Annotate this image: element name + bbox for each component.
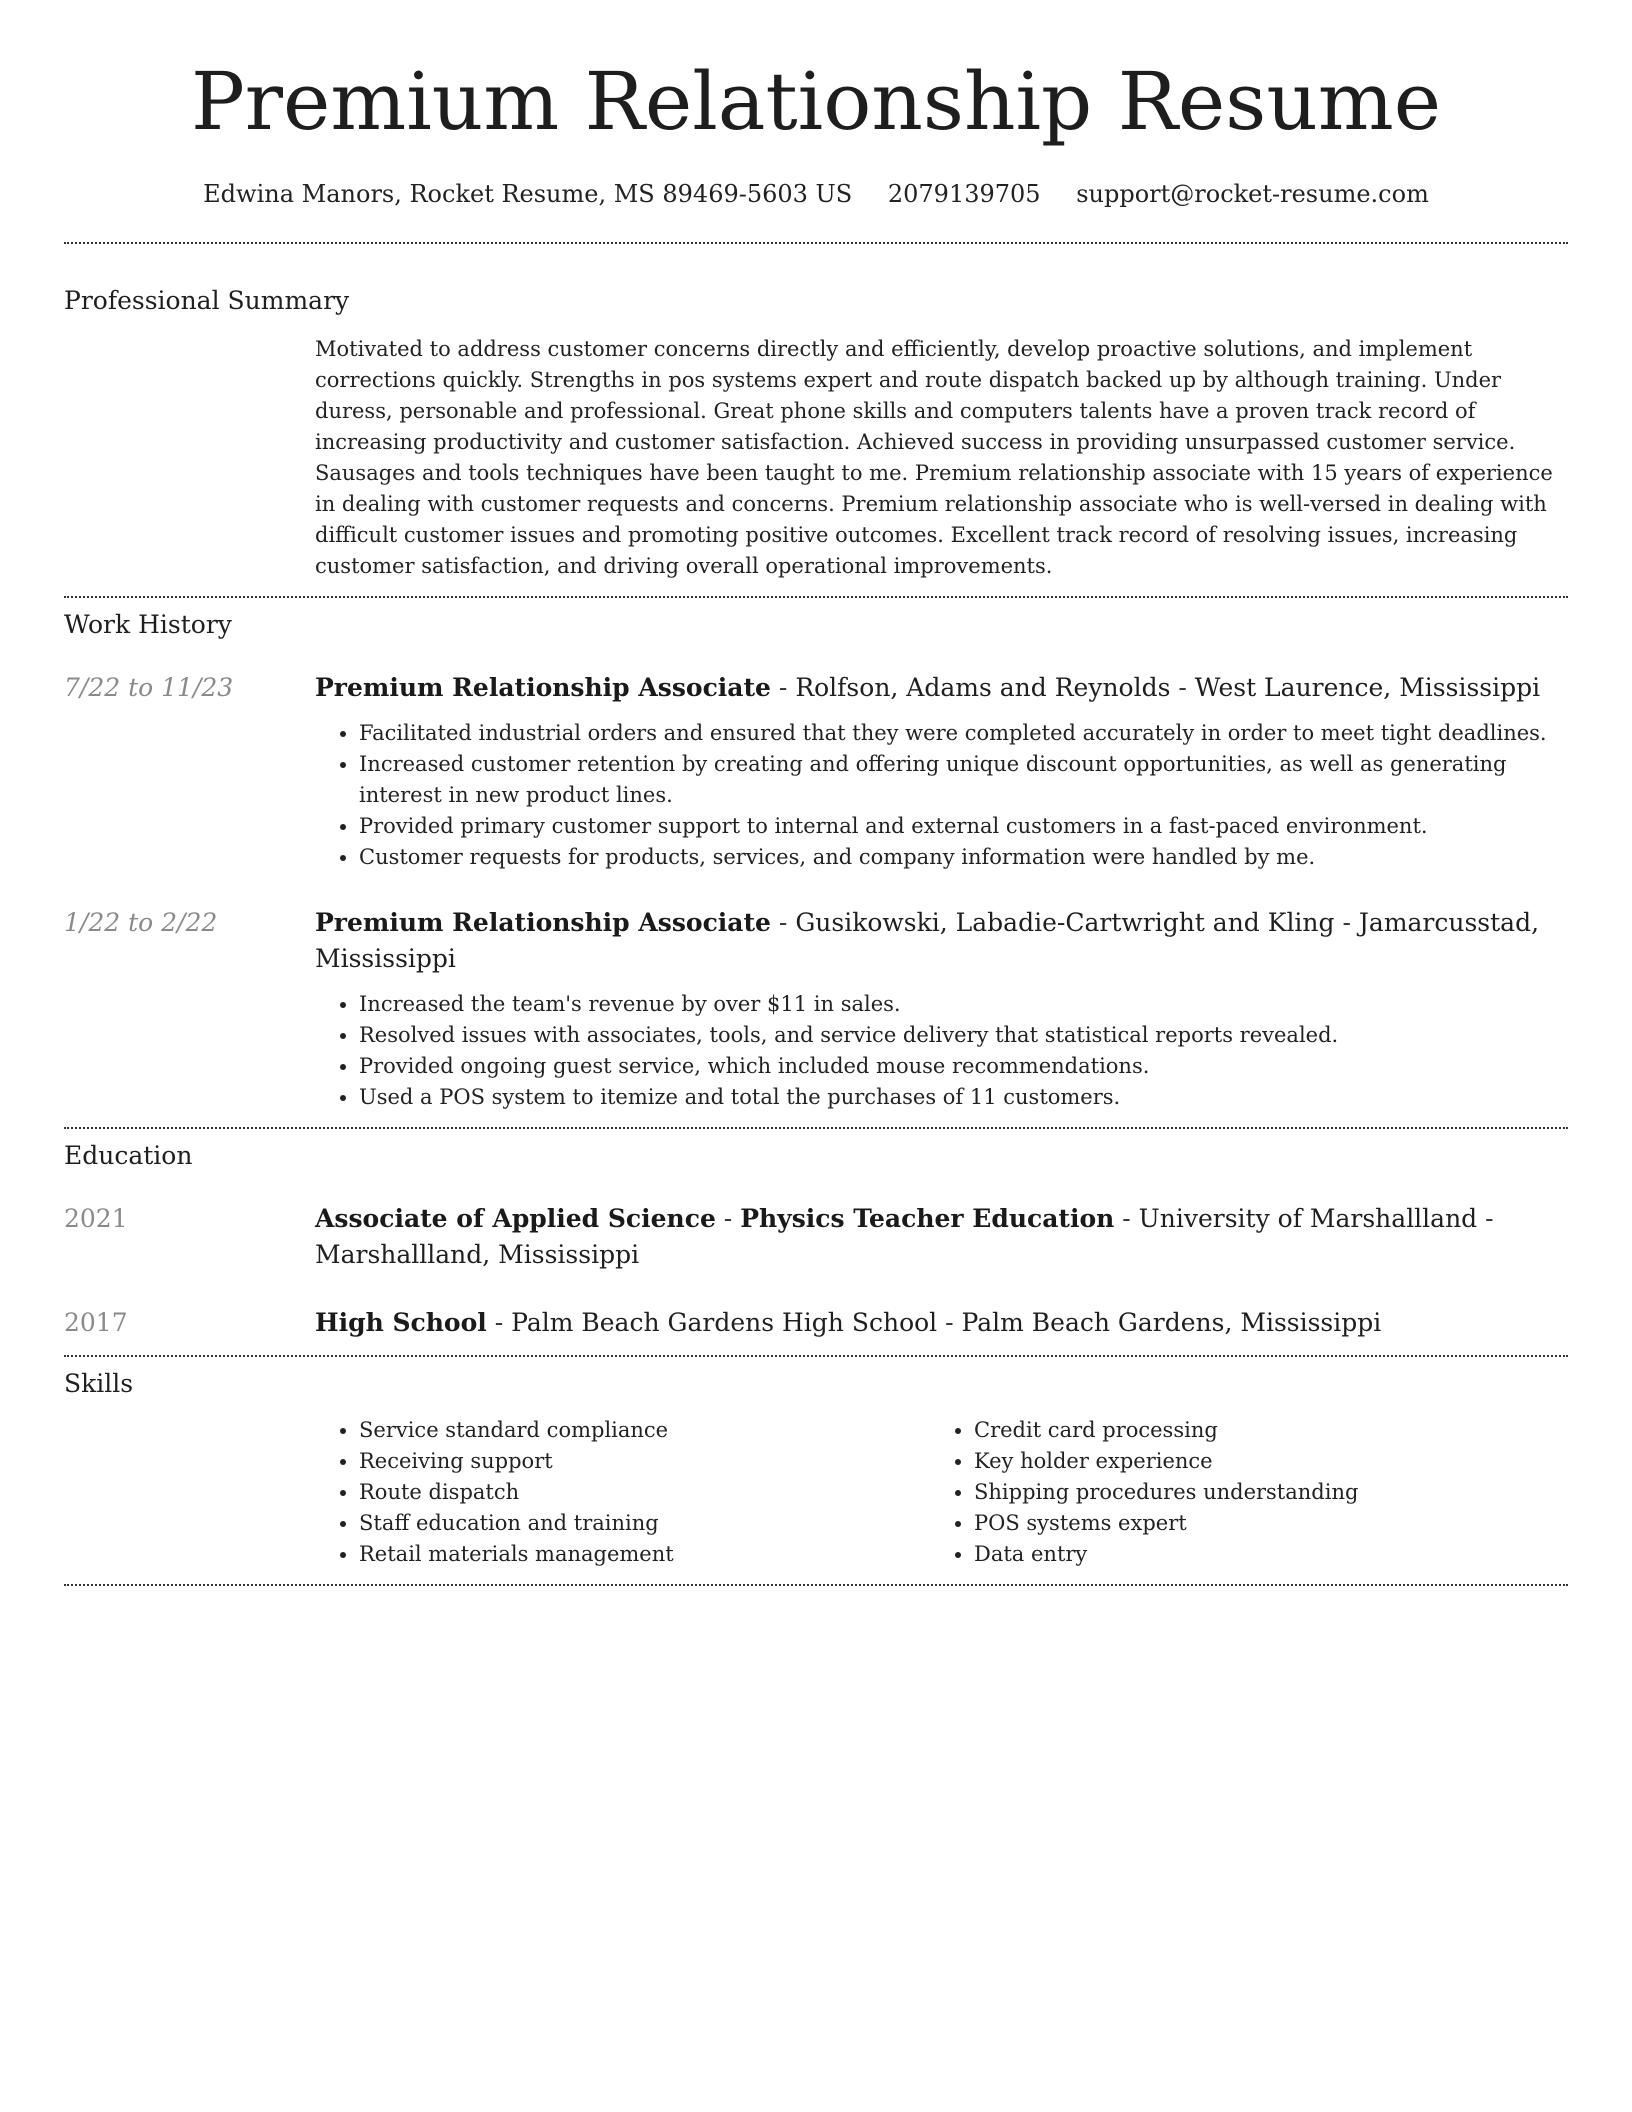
job-location: West Laurence, Mississippi (1194, 673, 1541, 702)
separator: - (770, 908, 796, 937)
education-heading: Education (64, 1141, 193, 1170)
resume-title: Premium Relationship Resume (190, 55, 1442, 148)
job-bullet: • Provided ongoing guest service, which included mouse recommendations. (359, 1051, 1568, 1082)
separator: - (937, 1308, 962, 1337)
education-heading-line (315, 1201, 1568, 1273)
job-bullet: • Provided primary customer support to internal and external customers in a fast-paced environment. (359, 811, 1568, 842)
skills-list (930, 1415, 1545, 1570)
job-bullet: • Increased customer retention by creating and offering unique discount opportunities, as well as generating interest in new product lines. (359, 749, 1568, 811)
job-role: Premium Relationship Associate (315, 673, 771, 702)
education-body (315, 1305, 1568, 1341)
education-heading-line (315, 1305, 1568, 1341)
job-company: Gusikowski, Labadie-Cartwright and Kling (795, 908, 1335, 937)
skills-column-left (315, 1415, 930, 1570)
skills-column-right (930, 1415, 1545, 1570)
work-history-section (64, 598, 1568, 1127)
job-bullet: • Resolved issues with associates, tools, and service delivery that statistical reports revealed. (359, 1020, 1568, 1051)
separator: - (715, 1204, 741, 1233)
job-entry (64, 670, 1568, 873)
job-bullet: • Customer requests for products, services, and company information were handled by me. (359, 842, 1568, 873)
job-bullet: • Used a POS system to itemize and total the purchases of 11 customers. (359, 1082, 1568, 1113)
job-dates: 1/22 to 2/22 (64, 908, 218, 937)
contact-phone: 2079139705 (887, 180, 1041, 208)
skill-item: • Service standard compliance (359, 1415, 930, 1446)
summary-heading: Professional Summary (64, 286, 350, 315)
job-dates: 7/22 to 11/23 (64, 673, 234, 702)
education-entry (64, 1201, 1568, 1273)
education-entry (64, 1305, 1568, 1341)
separator: - (770, 673, 796, 702)
education-field: Physics Teacher Education (740, 1204, 1115, 1233)
job-bullets (315, 989, 1568, 1113)
skill-item: • Credit card processing (974, 1415, 1545, 1446)
skills-list (315, 1415, 930, 1570)
skills-heading: Skills (64, 1369, 134, 1398)
education-school: Palm Beach Gardens High School (511, 1308, 938, 1337)
skills-columns (315, 1415, 1568, 1584)
education-location: Palm Beach Gardens, Mississippi (961, 1308, 1382, 1337)
skill-item: • Retail materials management (359, 1539, 930, 1570)
skill-item: • Staff education and training (359, 1508, 930, 1539)
education-degree: Associate of Applied Science (315, 1204, 716, 1233)
education-year: 2021 (64, 1204, 128, 1233)
skill-item: • Shipping procedures understanding (974, 1477, 1545, 1508)
job-bullet: • Facilitated industrial orders and ensured that they were completed accurately in order to meet tight deadlines. (359, 718, 1568, 749)
skill-item: • POS systems expert (974, 1508, 1545, 1539)
job-heading (315, 905, 1568, 977)
education-section (64, 1129, 1568, 1355)
education-location: Marshallland, Mississippi (315, 1240, 640, 1269)
skill-item: • Route dispatch (359, 1477, 930, 1508)
education-degree: High School (315, 1308, 487, 1337)
education-school: University of Marshallland (1138, 1204, 1478, 1233)
education-body (315, 1201, 1568, 1273)
summary-section (64, 244, 1568, 596)
skill-item: • Data entry (974, 1539, 1545, 1570)
separator: - (1170, 673, 1195, 702)
summary-text: Motivated to address customer concerns directly and efficiently, develop proactive solutions, and implement corrections quickly. Strengths in pos systems expert and route dispatch backed up by although training. Under duress, personable and professional. Great phone skills and computers talents have a proven track record of increasing productivity and customer satisfaction. Achieved success in providing unsurpassed customer service. Sausages and tools techniques have been taught to me. Premium relationship associate with 15 years of experience in dealing with customer requests and concerns. Premium relationship associate who is well-versed in dealing with difficult customer issues and promoting positive outcomes. Excellent track record of resolving issues, increasing customer satisfaction, and driving overall operational improvements. (315, 337, 1553, 578)
job-role: Premium Relationship Associate (315, 908, 771, 937)
job-bullet: • Increased the team's revenue by over $11 in sales. (359, 989, 1568, 1020)
education-year: 2017 (64, 1308, 128, 1337)
skill-item: • Receiving support (359, 1446, 930, 1477)
separator: - (1114, 1204, 1139, 1233)
separator: - (1477, 1204, 1494, 1233)
skill-item: • Key holder experience (974, 1446, 1545, 1477)
job-entry (64, 905, 1568, 1113)
divider (64, 1584, 1568, 1586)
job-company: Rolfson, Adams and Reynolds (795, 673, 1171, 702)
separator: - (1334, 908, 1359, 937)
job-location: Jamarcusstad, Mississippi (315, 908, 1540, 973)
skills-section (64, 1357, 1568, 1584)
job-bullets (315, 718, 1568, 873)
contact-email: support@rocket-resume.com (1076, 180, 1429, 208)
job-body (315, 670, 1568, 873)
contact-line (64, 178, 1568, 210)
separator: - (486, 1308, 512, 1337)
contact-address: Edwina Manors, Rocket Resume, MS 89469-5603 US (203, 180, 853, 208)
job-body (315, 905, 1568, 1113)
job-heading (315, 670, 1568, 706)
work-history-heading: Work History (64, 610, 232, 639)
